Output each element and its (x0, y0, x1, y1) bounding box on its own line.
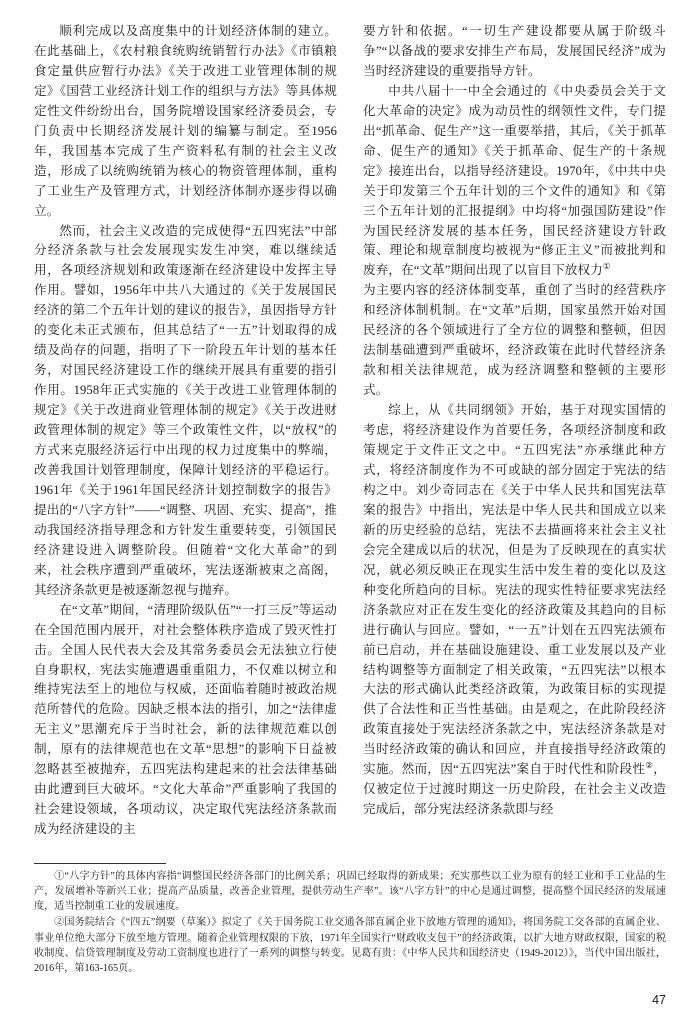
footnote-ref-2: ② (645, 760, 654, 771)
footnote-text: 国务院结合《“四五”纲要（草案）》拟定了《关于国务院工业交通各部直属企业下放地方管理的通知》，将国务院工交各部的直属企业、事业单位绝大部分下放至地方管理。随着企业管理权限的下放，1971年全国实行“财政收支包干”的经济政策，以扩大地方财政权限，国家的税收制度、信贷管理制度及劳动工资制度也进行了一系列的调整与转变。见葛有贵：《中华人民共和国经济史（1949-2012）》，当代中国出版社，2016年，第163-165页。 (34, 917, 667, 974)
left-column (34, 22, 337, 852)
paragraph (363, 82, 666, 282)
two-column-body (34, 22, 666, 852)
paragraph: 为主要内容的经济体制变革，重创了当时的经营秩序和经济体制机制。在“文革”后期，国家虽然开始对国民经济的各个领域进行了全方位的调整和整顿，但因法制基础遭到严重破坏，经济政策在此时代替经济条款和相关法律规范，成为经济调整和整顿的主要形式。 (363, 283, 666, 398)
paragraph: 顺利完成以及高度集中的计划经济体制的建立。在此基础上，《农村粮食统购统销暂行办法》《市镇粮食定量供应暂行办法》《关于改进工业管理体制的规定》《国营工业经济计划工作的组织与方法》等具体规定性文件纷纷出台，国务院增设国家经济委员会，专门负责中长期经济发展计划的编纂与制定。至1956年，我国基本完成了生产资料私有制的社会主义改造，形成了以统购统销为核心的物资管理体制，重构了工业生产及管理方式，计划经济体制亦逐步得以确立。 (34, 24, 337, 218)
paragraph-text: 综上，从《共同纲领》开始，基于对现实国情的考虑，将经济建设作为首要任务，各项经济制度和政策规定于文件正文之中。“五四宪法”亦承继此种方式，将经济制度作为不可或缺的部分固定于宪法的结构之中。刘少奇同志在《关于中华人民共和国宪法草案的报告》中指出，宪法是中华人民共和国成立以来新的历史经验的总结，宪法不去描画将来社会主义社会完全建成以后的状况，但是为了反映现在的真实状况，就必须反映正在现实生活中发生着的变化以及这种变化所趋向的目标。宪法的现实性特征要求宪法经济条款应对正在发生变化的经济政策及其趋向的目标进行确认与回应。譬如，“一五”计划在五四宪法颁布前已启动，并在基础设施建设、重工业发展以及产业结构调整等方面制定了相关政策，“五四宪法”以根本大法的形式确认此类经济政策，为政策目标的实现提供了合法性和正当性基础。由是观之，在此阶段经济政策直接处于宪法经济条款之中，宪法经济条款是对当时经济政策的确认和回应，并直接指导经济政策的实施。然而，因“五四宪法”案自于时代性和阶段性 (363, 403, 666, 777)
paragraph-text-cont: ，仅被定位于过渡时期这一历史阶段，在社会主义改造完成后，部分宪法经济条款即与经 (363, 762, 666, 817)
footnotes-block (34, 863, 666, 977)
footnote-text: “八字方针”的具体内容指“调整国民经济各部门的比例关系；巩固已经取得的新成果；充实那些以工业为原有的轻工业和手工业品的生产，发展增补等新兴工业；提高产品质量，改善企业管理，提供劳动生产率”。该“八字方针”的中心是通过调整，提高整个国民经济的发展速度，适当控制重工业的发展速度。 (34, 871, 667, 913)
footnote-marker: ① (54, 871, 65, 883)
paragraph-text: 中共八届十一中全会通过的《中央委员会关于文化大革命的决定》成为动员性的纲领性文件，专门提出“抓革命、促生产”这一重要举措，其后，《关于抓革命、促生产的通知》《关于抓革命、促生产的十条规定》接连出台，以指导经济建设。1970年，《中共中央关于印发第三个五年计划的三个文件的通知》和《第三个五年计划的汇报提纲》中均将“加强国防建设”作为国民经济发展的基本任务，国民经济建设方针政策、理论和规章制度均被视为“修正主义”而被批判和废弃，在“文革”期间出现了以盲目下放权力 (363, 83, 666, 278)
paragraph: 要方针和依据。“一切生产建设都要从属于阶级斗争”“以备战的要求安排生产布局，发展国民经济”成为当时经济建设的重要指导方针。 (363, 24, 666, 78)
footnote-item (34, 869, 666, 914)
paragraph: 然而，社会主义改造的完成使得“五四宪法”中部分经济条款与社会发展现实发生冲突，难以继续适用，各项经济规划和政策逐渐在经济建设中发挥主导作用。譬如，1956年中共八大通过的《关于发展国民经济的第二个五年计划的建议的报告》，虽因指导方针的变化未正式颁布，但其总结了“一五”计划取得的成绩及尚存的问题，指明了下一阶段五年计划的基本任务，对国民经济建设工作的继续开展具有重要的指引作用。1958年正式实施的《关于改进工业管理体制的规定》《关于改进商业管理体制的规定》《关于改进财政管理体制的规定》等三个政策性文件，以“放权”的方式来克服经济运行中出现的权力过度集中的弊端，改善我国计划管理制度，保障计划经济的平稳运行。1961年《关于1961年国民经济计划控制数字的报告》提出的“八字方针”——“调整、巩固、充实、提高”，推动我国经济指导理念和方针发生重要转变，引领国民经济建设进入调整阶段。但随着“文化大革命”的到来，社会秩序遭到严重破坏，宪法逐渐被束之高阁，其经济条款更是被逐渐忽视与抛弃。 (34, 223, 337, 597)
footnote-ref-1: ① (602, 261, 611, 272)
page-number: 47 (652, 993, 666, 1007)
footnote-marker: ② (54, 917, 65, 929)
paragraph (363, 401, 666, 820)
footnote-divider (34, 863, 166, 864)
right-column (363, 22, 666, 852)
paragraph: 在“文革”期间，“清理阶级队伍”“一打三反”等运动在全国范围内展开，对社会整体秩序造成了毁灭性打击。全国人民代表大会及其常务委员会无法独立行使自身职权，宪法实施遭遇重重阻力，不仅难以树立和维持宪法至上的地位与权威，还面临着随时被政治规范所替代的危险。因缺乏根本法的指引，加之“法律虚无主义”思潮充斥于当时社会，新的法律规范难以创制，原有的法律规范也在文革“思想”的影响下日益被忽略甚至被抛弃，五四宪法构建起来的社会法律基础由此遭到巨大破坏。“文化大革命”严重影响了我国的社会建设领域，各项动议，决定取代宪法经济条款而成为经济建设的主 (34, 602, 337, 837)
footnote-item (34, 915, 666, 976)
